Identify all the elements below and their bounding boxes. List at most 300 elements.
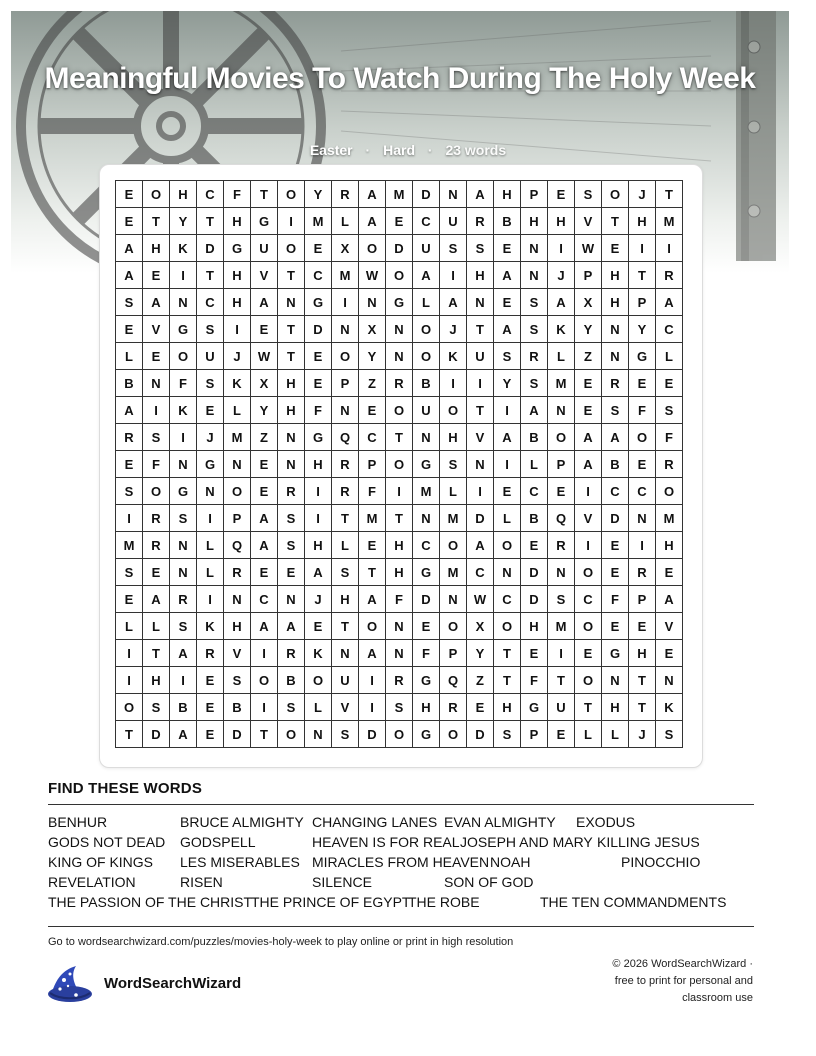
grid-cell[interactable]: L	[224, 397, 251, 424]
grid-cell[interactable]: A	[575, 451, 602, 478]
grid-cell[interactable]: H	[494, 694, 521, 721]
grid-cell[interactable]: L	[413, 289, 440, 316]
grid-cell[interactable]: X	[359, 316, 386, 343]
grid-cell[interactable]: B	[602, 451, 629, 478]
grid-cell[interactable]: D	[197, 235, 224, 262]
grid-cell[interactable]: L	[116, 343, 143, 370]
grid-cell[interactable]: H	[467, 262, 494, 289]
grid-cell[interactable]: O	[143, 478, 170, 505]
grid-cell[interactable]: L	[440, 478, 467, 505]
grid-cell[interactable]: Q	[440, 667, 467, 694]
grid-cell[interactable]: R	[170, 586, 197, 613]
grid-cell[interactable]: A	[602, 424, 629, 451]
grid-cell[interactable]: O	[143, 181, 170, 208]
grid-cell[interactable]: T	[143, 208, 170, 235]
grid-cell[interactable]: A	[656, 586, 683, 613]
grid-cell[interactable]: W	[467, 586, 494, 613]
grid-cell[interactable]: D	[467, 505, 494, 532]
grid-cell[interactable]: S	[575, 181, 602, 208]
grid-cell[interactable]: H	[278, 397, 305, 424]
grid-cell[interactable]: V	[332, 694, 359, 721]
grid-cell[interactable]: S	[386, 694, 413, 721]
grid-cell[interactable]: B	[116, 370, 143, 397]
grid-cell[interactable]: S	[278, 532, 305, 559]
grid-cell[interactable]: E	[116, 451, 143, 478]
grid-cell[interactable]: S	[521, 370, 548, 397]
grid-cell[interactable]: T	[494, 640, 521, 667]
grid-cell[interactable]: G	[170, 478, 197, 505]
grid-cell[interactable]: C	[197, 181, 224, 208]
grid-cell[interactable]: T	[332, 505, 359, 532]
grid-cell[interactable]: I	[170, 262, 197, 289]
grid-cell[interactable]: P	[332, 370, 359, 397]
grid-cell[interactable]: N	[386, 640, 413, 667]
grid-cell[interactable]: N	[467, 289, 494, 316]
grid-cell[interactable]: F	[656, 424, 683, 451]
grid-cell[interactable]: W	[251, 343, 278, 370]
grid-cell[interactable]: A	[251, 532, 278, 559]
grid-cell[interactable]: E	[629, 370, 656, 397]
grid-cell[interactable]: A	[278, 613, 305, 640]
grid-cell[interactable]: N	[440, 181, 467, 208]
grid-cell[interactable]: S	[170, 613, 197, 640]
grid-cell[interactable]: X	[575, 289, 602, 316]
grid-cell[interactable]: N	[143, 370, 170, 397]
grid-cell[interactable]: A	[116, 397, 143, 424]
grid-cell[interactable]: I	[116, 667, 143, 694]
grid-cell[interactable]: H	[224, 208, 251, 235]
grid-cell[interactable]: R	[224, 559, 251, 586]
grid-cell[interactable]: W	[575, 235, 602, 262]
grid-cell[interactable]: T	[467, 397, 494, 424]
grid-cell[interactable]: N	[413, 505, 440, 532]
grid-cell[interactable]: B	[494, 208, 521, 235]
grid-cell[interactable]: E	[116, 316, 143, 343]
grid-cell[interactable]: G	[305, 289, 332, 316]
grid-cell[interactable]: H	[629, 208, 656, 235]
grid-cell[interactable]: V	[467, 424, 494, 451]
grid-cell[interactable]: T	[548, 667, 575, 694]
grid-cell[interactable]: T	[332, 613, 359, 640]
grid-cell[interactable]: E	[305, 613, 332, 640]
grid-cell[interactable]: P	[629, 289, 656, 316]
grid-cell[interactable]: I	[548, 235, 575, 262]
grid-cell[interactable]: C	[359, 424, 386, 451]
grid-cell[interactable]: A	[359, 208, 386, 235]
grid-cell[interactable]: O	[494, 613, 521, 640]
grid-cell[interactable]: A	[170, 640, 197, 667]
grid-cell[interactable]: H	[143, 667, 170, 694]
grid-cell[interactable]: U	[467, 343, 494, 370]
grid-cell[interactable]: Y	[359, 343, 386, 370]
grid-cell[interactable]: Z	[251, 424, 278, 451]
grid-cell[interactable]: E	[116, 586, 143, 613]
grid-cell[interactable]: Y	[251, 397, 278, 424]
grid-cell[interactable]: M	[656, 505, 683, 532]
grid-cell[interactable]: V	[656, 613, 683, 640]
grid-cell[interactable]: N	[359, 289, 386, 316]
grid-cell[interactable]: H	[521, 613, 548, 640]
grid-cell[interactable]: H	[305, 451, 332, 478]
grid-cell[interactable]: F	[413, 640, 440, 667]
grid-cell[interactable]: K	[170, 235, 197, 262]
grid-cell[interactable]: A	[494, 424, 521, 451]
grid-cell[interactable]: N	[602, 343, 629, 370]
grid-cell[interactable]: Z	[359, 370, 386, 397]
grid-cell[interactable]: S	[656, 721, 683, 748]
grid-cell[interactable]: T	[656, 181, 683, 208]
grid-cell[interactable]: E	[629, 613, 656, 640]
grid-cell[interactable]: A	[413, 262, 440, 289]
grid-cell[interactable]: I	[440, 262, 467, 289]
grid-cell[interactable]: Y	[170, 208, 197, 235]
grid-cell[interactable]: F	[629, 397, 656, 424]
grid-cell[interactable]: O	[629, 424, 656, 451]
grid-cell[interactable]: I	[170, 424, 197, 451]
grid-cell[interactable]: H	[278, 370, 305, 397]
grid-cell[interactable]: L	[656, 343, 683, 370]
grid-cell[interactable]: I	[278, 208, 305, 235]
grid-cell[interactable]: U	[197, 343, 224, 370]
grid-cell[interactable]: E	[197, 721, 224, 748]
grid-cell[interactable]: R	[386, 370, 413, 397]
grid-cell[interactable]: E	[602, 235, 629, 262]
grid-cell[interactable]: C	[494, 586, 521, 613]
grid-cell[interactable]: R	[143, 532, 170, 559]
grid-cell[interactable]: O	[305, 667, 332, 694]
grid-cell[interactable]: J	[629, 181, 656, 208]
grid-cell[interactable]: C	[575, 586, 602, 613]
grid-cell[interactable]: P	[548, 451, 575, 478]
grid-cell[interactable]: N	[278, 289, 305, 316]
grid-cell[interactable]: N	[224, 586, 251, 613]
grid-cell[interactable]: S	[548, 586, 575, 613]
grid-cell[interactable]: N	[467, 451, 494, 478]
grid-cell[interactable]: P	[575, 262, 602, 289]
grid-cell[interactable]: T	[629, 262, 656, 289]
grid-cell[interactable]: I	[251, 694, 278, 721]
grid-cell[interactable]: I	[629, 532, 656, 559]
grid-cell[interactable]: I	[116, 640, 143, 667]
grid-cell[interactable]: E	[305, 235, 332, 262]
grid-cell[interactable]: A	[305, 559, 332, 586]
grid-cell[interactable]: E	[494, 235, 521, 262]
grid-cell[interactable]: O	[359, 235, 386, 262]
grid-cell[interactable]: H	[440, 424, 467, 451]
grid-cell[interactable]: N	[224, 451, 251, 478]
grid-cell[interactable]: N	[386, 613, 413, 640]
grid-cell[interactable]: P	[521, 721, 548, 748]
grid-cell[interactable]: E	[521, 640, 548, 667]
grid-cell[interactable]: H	[305, 532, 332, 559]
grid-cell[interactable]: O	[278, 721, 305, 748]
grid-cell[interactable]: R	[332, 451, 359, 478]
grid-cell[interactable]: X	[332, 235, 359, 262]
grid-cell[interactable]: O	[575, 613, 602, 640]
grid-cell[interactable]: L	[602, 721, 629, 748]
grid-cell[interactable]: U	[413, 397, 440, 424]
grid-cell[interactable]: E	[251, 478, 278, 505]
grid-cell[interactable]: T	[575, 694, 602, 721]
grid-cell[interactable]: R	[629, 559, 656, 586]
grid-cell[interactable]: H	[602, 694, 629, 721]
grid-cell[interactable]: O	[224, 478, 251, 505]
letter-grid[interactable]	[115, 180, 683, 748]
grid-cell[interactable]: L	[116, 613, 143, 640]
grid-cell[interactable]: E	[386, 208, 413, 235]
grid-cell[interactable]: L	[305, 694, 332, 721]
grid-cell[interactable]: S	[143, 694, 170, 721]
grid-cell[interactable]: L	[548, 343, 575, 370]
grid-cell[interactable]: M	[332, 262, 359, 289]
grid-cell[interactable]: E	[143, 559, 170, 586]
grid-cell[interactable]: C	[602, 478, 629, 505]
grid-cell[interactable]: E	[116, 181, 143, 208]
grid-cell[interactable]: G	[170, 316, 197, 343]
grid-cell[interactable]: A	[170, 721, 197, 748]
grid-cell[interactable]: S	[494, 721, 521, 748]
grid-cell[interactable]: V	[224, 640, 251, 667]
grid-cell[interactable]: T	[494, 667, 521, 694]
grid-cell[interactable]: O	[440, 397, 467, 424]
grid-cell[interactable]: R	[197, 640, 224, 667]
grid-cell[interactable]: E	[467, 694, 494, 721]
grid-cell[interactable]: G	[521, 694, 548, 721]
grid-cell[interactable]: O	[332, 343, 359, 370]
grid-cell[interactable]: T	[116, 721, 143, 748]
grid-cell[interactable]: C	[413, 208, 440, 235]
grid-cell[interactable]: T	[278, 262, 305, 289]
grid-cell[interactable]: I	[467, 478, 494, 505]
grid-cell[interactable]: R	[440, 694, 467, 721]
grid-cell[interactable]: A	[116, 235, 143, 262]
grid-cell[interactable]: E	[143, 262, 170, 289]
grid-cell[interactable]: R	[521, 343, 548, 370]
grid-cell[interactable]: A	[251, 289, 278, 316]
grid-cell[interactable]: H	[602, 262, 629, 289]
grid-cell[interactable]: C	[413, 532, 440, 559]
grid-cell[interactable]: V	[143, 316, 170, 343]
grid-cell[interactable]: E	[575, 370, 602, 397]
grid-cell[interactable]: A	[116, 262, 143, 289]
grid-cell[interactable]: H	[386, 559, 413, 586]
grid-cell[interactable]: N	[170, 532, 197, 559]
grid-cell[interactable]: L	[521, 451, 548, 478]
grid-cell[interactable]: I	[332, 289, 359, 316]
grid-cell[interactable]: O	[386, 397, 413, 424]
grid-cell[interactable]: N	[656, 667, 683, 694]
grid-cell[interactable]: K	[548, 316, 575, 343]
grid-cell[interactable]: B	[521, 424, 548, 451]
grid-cell[interactable]: M	[548, 370, 575, 397]
grid-cell[interactable]: J	[305, 586, 332, 613]
grid-cell[interactable]: T	[197, 262, 224, 289]
grid-cell[interactable]: Z	[575, 343, 602, 370]
grid-cell[interactable]: I	[656, 235, 683, 262]
grid-cell[interactable]: C	[629, 478, 656, 505]
grid-cell[interactable]: I	[494, 397, 521, 424]
grid-cell[interactable]: L	[197, 532, 224, 559]
grid-cell[interactable]: R	[116, 424, 143, 451]
grid-cell[interactable]: G	[197, 451, 224, 478]
grid-cell[interactable]: M	[386, 181, 413, 208]
grid-cell[interactable]: E	[656, 559, 683, 586]
grid-cell[interactable]: E	[197, 667, 224, 694]
grid-cell[interactable]: E	[359, 532, 386, 559]
grid-cell[interactable]: I	[170, 667, 197, 694]
grid-cell[interactable]: A	[251, 613, 278, 640]
grid-cell[interactable]: H	[413, 694, 440, 721]
grid-cell[interactable]: Y	[305, 181, 332, 208]
grid-cell[interactable]: O	[575, 559, 602, 586]
grid-cell[interactable]: S	[467, 235, 494, 262]
grid-cell[interactable]: R	[332, 478, 359, 505]
grid-cell[interactable]: K	[440, 343, 467, 370]
grid-cell[interactable]: P	[440, 640, 467, 667]
grid-cell[interactable]: T	[359, 559, 386, 586]
grid-cell[interactable]: E	[656, 370, 683, 397]
grid-cell[interactable]: D	[521, 559, 548, 586]
play-online-link[interactable]: Go to wordsearchwizard.com/puzzles/movies-holy-week to play online or print in high resolution	[48, 936, 514, 948]
grid-cell[interactable]: N	[278, 451, 305, 478]
grid-cell[interactable]: S	[278, 505, 305, 532]
grid-cell[interactable]: S	[521, 316, 548, 343]
grid-cell[interactable]: B	[224, 694, 251, 721]
grid-cell[interactable]: T	[143, 640, 170, 667]
grid-cell[interactable]: C	[521, 478, 548, 505]
grid-cell[interactable]: T	[629, 694, 656, 721]
grid-cell[interactable]: N	[305, 721, 332, 748]
grid-cell[interactable]: M	[224, 424, 251, 451]
grid-cell[interactable]: S	[197, 370, 224, 397]
grid-cell[interactable]: I	[548, 640, 575, 667]
grid-cell[interactable]: D	[143, 721, 170, 748]
grid-cell[interactable]: E	[575, 397, 602, 424]
grid-cell[interactable]: N	[548, 397, 575, 424]
grid-cell[interactable]: F	[602, 586, 629, 613]
grid-cell[interactable]: D	[413, 181, 440, 208]
grid-cell[interactable]: Z	[467, 667, 494, 694]
grid-cell[interactable]: E	[251, 559, 278, 586]
grid-cell[interactable]: N	[332, 316, 359, 343]
grid-cell[interactable]: O	[440, 721, 467, 748]
grid-cell[interactable]: E	[494, 478, 521, 505]
grid-cell[interactable]: S	[224, 667, 251, 694]
grid-cell[interactable]: N	[521, 235, 548, 262]
grid-cell[interactable]: N	[629, 505, 656, 532]
grid-cell[interactable]: S	[440, 451, 467, 478]
grid-cell[interactable]: X	[251, 370, 278, 397]
grid-cell[interactable]: E	[251, 316, 278, 343]
grid-cell[interactable]: O	[278, 235, 305, 262]
grid-cell[interactable]: L	[332, 208, 359, 235]
grid-cell[interactable]: I	[116, 505, 143, 532]
grid-cell[interactable]: S	[170, 505, 197, 532]
grid-cell[interactable]: M	[359, 505, 386, 532]
grid-cell[interactable]: M	[413, 478, 440, 505]
grid-cell[interactable]: A	[359, 640, 386, 667]
grid-cell[interactable]: E	[251, 451, 278, 478]
grid-cell[interactable]: N	[332, 640, 359, 667]
grid-cell[interactable]: O	[386, 451, 413, 478]
grid-cell[interactable]: O	[251, 667, 278, 694]
grid-cell[interactable]: E	[278, 559, 305, 586]
grid-cell[interactable]: D	[305, 316, 332, 343]
grid-cell[interactable]: T	[467, 316, 494, 343]
grid-cell[interactable]: M	[116, 532, 143, 559]
grid-cell[interactable]: T	[629, 667, 656, 694]
grid-cell[interactable]: H	[629, 640, 656, 667]
grid-cell[interactable]: Y	[629, 316, 656, 343]
grid-cell[interactable]: I	[494, 451, 521, 478]
grid-cell[interactable]: K	[224, 370, 251, 397]
grid-cell[interactable]: I	[305, 505, 332, 532]
grid-cell[interactable]: H	[386, 532, 413, 559]
grid-cell[interactable]: E	[575, 640, 602, 667]
grid-cell[interactable]: I	[386, 478, 413, 505]
grid-cell[interactable]: H	[602, 289, 629, 316]
grid-cell[interactable]: L	[143, 613, 170, 640]
grid-cell[interactable]: Q	[224, 532, 251, 559]
grid-cell[interactable]: I	[629, 235, 656, 262]
grid-cell[interactable]: S	[116, 289, 143, 316]
grid-cell[interactable]: I	[143, 397, 170, 424]
grid-cell[interactable]: O	[386, 262, 413, 289]
grid-cell[interactable]: D	[521, 586, 548, 613]
grid-cell[interactable]: O	[413, 343, 440, 370]
grid-cell[interactable]: A	[251, 505, 278, 532]
grid-cell[interactable]: R	[278, 640, 305, 667]
grid-cell[interactable]: S	[602, 397, 629, 424]
grid-cell[interactable]: T	[602, 208, 629, 235]
grid-cell[interactable]: J	[197, 424, 224, 451]
grid-cell[interactable]: E	[602, 559, 629, 586]
grid-cell[interactable]: F	[170, 370, 197, 397]
grid-cell[interactable]: L	[575, 721, 602, 748]
grid-cell[interactable]: A	[467, 181, 494, 208]
grid-cell[interactable]: N	[602, 316, 629, 343]
grid-cell[interactable]: F	[359, 478, 386, 505]
grid-cell[interactable]: F	[305, 397, 332, 424]
grid-cell[interactable]: K	[656, 694, 683, 721]
grid-cell[interactable]: T	[278, 316, 305, 343]
grid-cell[interactable]: F	[143, 451, 170, 478]
grid-cell[interactable]: S	[116, 478, 143, 505]
grid-cell[interactable]: C	[197, 289, 224, 316]
grid-cell[interactable]: L	[494, 505, 521, 532]
grid-cell[interactable]: I	[224, 316, 251, 343]
grid-cell[interactable]: R	[656, 262, 683, 289]
grid-cell[interactable]: M	[656, 208, 683, 235]
grid-cell[interactable]: V	[575, 505, 602, 532]
grid-cell[interactable]: N	[386, 343, 413, 370]
grid-cell[interactable]: T	[251, 181, 278, 208]
grid-cell[interactable]: V	[575, 208, 602, 235]
grid-cell[interactable]: R	[143, 505, 170, 532]
grid-cell[interactable]: A	[359, 586, 386, 613]
grid-cell[interactable]: D	[413, 586, 440, 613]
grid-cell[interactable]: E	[656, 640, 683, 667]
grid-cell[interactable]: T	[251, 721, 278, 748]
grid-cell[interactable]: G	[224, 235, 251, 262]
grid-cell[interactable]: N	[386, 316, 413, 343]
grid-cell[interactable]: D	[602, 505, 629, 532]
grid-cell[interactable]: Y	[467, 640, 494, 667]
grid-cell[interactable]: U	[440, 208, 467, 235]
grid-cell[interactable]: O	[440, 613, 467, 640]
grid-cell[interactable]: R	[467, 208, 494, 235]
grid-cell[interactable]: F	[224, 181, 251, 208]
